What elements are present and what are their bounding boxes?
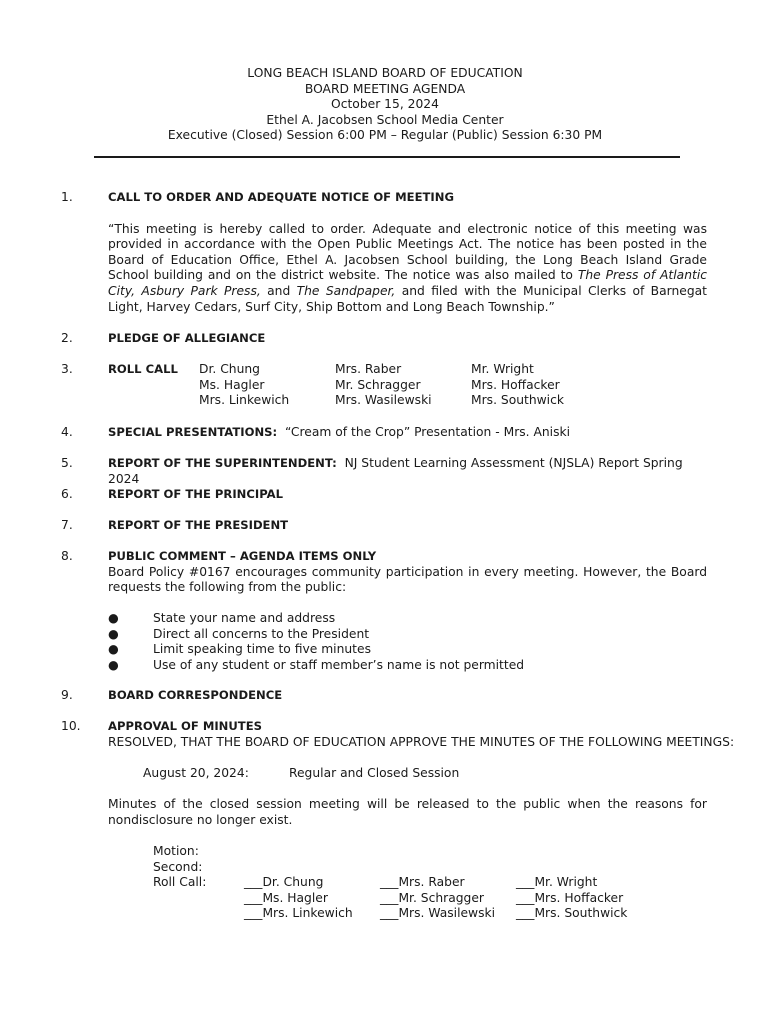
bullet-icon: ● [108, 626, 119, 641]
bullet-icon: ● [108, 611, 119, 625]
item-title: REPORT OF THE SUPERINTENDENT: [108, 456, 337, 470]
item-description: NJ Student Learning Assessment (NJSLA) Report Spring 2024 [108, 456, 683, 486]
vote-line: ___Mrs. Southwick [516, 906, 628, 921]
header-org: LONG BEACH ISLAND BOARD OF EDUCATION [247, 66, 523, 80]
vote-line: ___Dr. Chung [244, 875, 324, 890]
member-name: Mrs. Wasilewski [335, 393, 432, 408]
second-label: Second: [153, 859, 203, 874]
header-divider [94, 156, 680, 158]
member-name: Mrs. Hoffacker [471, 377, 560, 392]
item-number: 7. [61, 518, 73, 532]
vote-column-2 [380, 875, 495, 922]
closed-session-note: Minutes of the closed session meeting will be released to the public when the reasons for nondisclosure no longer exist. [108, 797, 707, 827]
vote-line: ___Ms. Hagler [244, 890, 328, 905]
item-number: 6. [61, 487, 73, 501]
bullet-icon: ● [108, 657, 119, 672]
item-number: 10. [61, 719, 81, 733]
minutes-session: Regular and Closed Session [289, 766, 460, 780]
header-sessions: Executive (Closed) Session 6:00 PM – Regular (Public) Session 6:30 PM [167, 128, 603, 142]
member-name: Mrs. Southwick [471, 393, 564, 408]
roll-column-2 [335, 362, 432, 409]
item-number: 4. [61, 425, 73, 439]
item-title: PLEDGE OF ALLEGIANCE [108, 331, 266, 345]
item-number: 5. [61, 456, 73, 470]
public-comment-policy: Board Policy #0167 encourages community participation in every meeting. However, the Board requests the following from the public: [108, 564, 707, 595]
publication-2: The Sandpaper, [296, 283, 396, 298]
header-location: Ethel A. Jacobsen School Media Center [266, 112, 504, 127]
vote-line: ___Mrs. Linkewich [244, 906, 353, 921]
roll-call-label: Roll Call: [153, 875, 207, 890]
item-number: 9. [61, 688, 73, 702]
vote-line: ___Mrs. Raber [380, 875, 465, 890]
bullet-text: Use of any student or staff member’s name is not permitted [153, 657, 525, 672]
item-number: 3. [61, 362, 73, 376]
item-number: 2. [61, 331, 73, 345]
meeting-notice-statement [108, 222, 707, 316]
roll-column-3 [471, 362, 564, 409]
motion-label: Motion: [153, 844, 199, 858]
item-title: CALL TO ORDER AND ADEQUATE NOTICE OF MEETING [108, 190, 454, 204]
vote-column-3 [516, 875, 627, 922]
item-number: 1. [61, 190, 73, 204]
member-name: Ms. Hagler [199, 377, 265, 392]
header-date: October 15, 2024 [331, 97, 439, 111]
bullet-text: State your name and address [153, 611, 336, 625]
minutes-date: August 20, 2024: [143, 766, 249, 780]
member-name: Mr. Schragger [335, 377, 421, 392]
vote-column-1 [244, 875, 353, 922]
item-title: BOARD CORRESPONDENCE [108, 688, 283, 702]
document-header [0, 66, 770, 144]
roll-column-1 [199, 362, 289, 409]
notice-text-c: and filed with the Municipal Clerks of Barnegat Light, Harvey Cedars, Surf City, Ship Bottom and Long Beach Township.” [108, 283, 708, 314]
item-title: REPORT OF THE PRINCIPAL [108, 487, 283, 501]
item-title: REPORT OF THE PRESIDENT [108, 518, 289, 532]
item-title: SPECIAL PRESENTATIONS: [108, 425, 278, 439]
notice-text-b: and [260, 283, 297, 298]
item-title: APPROVAL OF MINUTES [108, 719, 262, 733]
member-name: Mrs. Linkewich [199, 393, 290, 408]
header-doc-type: BOARD MEETING AGENDA [304, 81, 466, 96]
bullet-text: Direct all concerns to the President [153, 626, 370, 641]
member-name: Mrs. Raber [335, 362, 402, 376]
resolution-text: RESOLVED, THAT THE BOARD OF EDUCATION APPROVE THE MINUTES OF THE FOLLOWING MEETINGS: [108, 734, 735, 749]
vote-line: ___Mrs. Wasilewski [380, 906, 496, 921]
vote-line: ___Mrs. Hoffacker [516, 890, 624, 905]
bullet-text: Limit speaking time to five minutes [153, 642, 371, 657]
notice-text-a: “This meeting is hereby called to order. Adequate and electronic notice of this meeting was provided in accordance with the Open Public Meetings Act. The notice has been posted in the Board of Education Office, Ethel A. Jacobsen School building, the Long Beach Island Grade School building and on the district website. The notice was also mailed to [108, 221, 707, 283]
item-title: PUBLIC COMMENT – AGENDA ITEMS ONLY [108, 549, 377, 563]
member-name: Dr. Chung [199, 362, 260, 376]
publication-1: The Press of Atlantic City, Asbury Park Press, [108, 268, 707, 298]
vote-line: ___Mr. Wright [516, 875, 598, 890]
item-number: 8. [61, 549, 73, 563]
item-title: ROLL CALL [108, 362, 178, 376]
member-name: Mr. Wright [471, 362, 534, 376]
bullet-icon: ● [108, 642, 119, 657]
item-description: “Cream of the Crop” Presentation - Mrs. Aniski [284, 425, 571, 439]
vote-line: ___Mr. Schragger [380, 890, 484, 905]
